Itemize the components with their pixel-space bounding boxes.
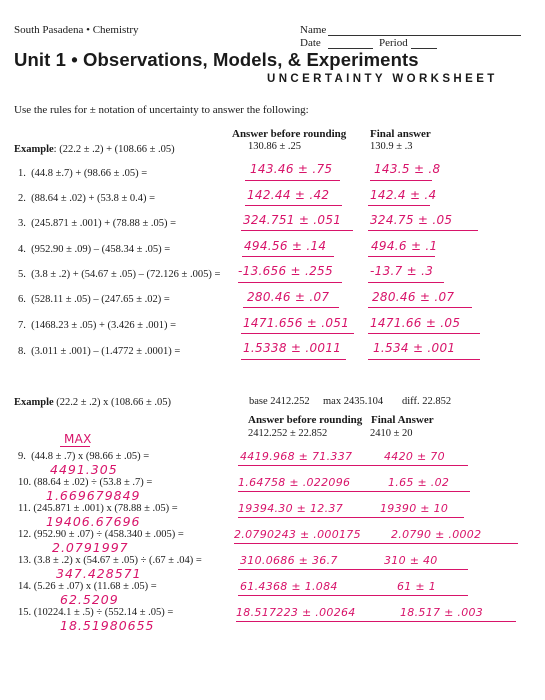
answer-before-12[interactable]: 2.0790243 ± .000175 [234,528,361,541]
problem-14: 14. (5.26 ± .07) x (11.68 ± .05) = [18,581,157,592]
answer-before-8[interactable]: 1.5338 ± .0011 [243,341,342,355]
example1-label: Example [14,144,54,155]
example1 [14,144,175,155]
answer-line [368,333,480,334]
answer-final-4[interactable]: 494.6 ± .1 [371,239,438,253]
max-note: MAX [64,432,92,446]
problem-11: 11. (245.871 ± .001) x (78.88 ± .05) = [18,503,178,514]
answer-before-11[interactable]: 19394.30 ± 12.37 [238,502,343,515]
max-underline [60,446,90,447]
problem-15: 15. (10224.1 ± .5) ÷ (552.14 ± .05) = [18,607,174,618]
work-15: 18.51980655 [60,618,155,633]
answer-line [234,543,518,544]
answer-before-14[interactable]: 61.4368 ± 1.084 [240,580,338,593]
answer-line [236,621,516,622]
answer-line [368,205,430,206]
answer-line [242,256,334,257]
answer-final-12[interactable]: 2.0790 ± .0002 [391,528,482,541]
answer-line [241,333,354,334]
answer-line [238,595,468,596]
example1-before: 130.86 ± .25 [248,141,302,152]
answer-line [245,180,340,181]
answer-final-5[interactable]: -13.7 ± .3 [370,264,434,278]
problem-10: 10. (88.64 ± .02) ÷ (53.8 ± .7) = [18,477,153,488]
answer-final-9[interactable]: 4420 ± 70 [384,450,445,463]
answer-final-8[interactable]: 1.534 ± .001 [373,341,456,355]
answer-line [238,569,468,570]
answer-final-13[interactable]: 310 ± 40 [384,554,438,567]
course-label: South Pasadena • Chemistry [14,24,139,36]
answer-line [243,307,339,308]
answer-before-4[interactable]: 494.56 ± .14 [244,239,327,253]
answer-before-15[interactable]: 18.517223 ± .00264 [236,606,356,619]
answer-final-3[interactable]: 324.75 ± .05 [370,213,453,227]
answer-before-2[interactable]: 142.44 ± .42 [247,188,330,202]
answer-line [368,230,478,231]
answer-line [370,180,432,181]
answer-final-6[interactable]: 280.46 ± .07 [372,290,455,304]
answer-before-9[interactable]: 4419.968 ± 71.337 [240,450,353,463]
problem-2: 2. (88.64 ± .02) + (53.8 ± 0.4) = [18,193,156,204]
answer-line [238,517,464,518]
date-label: Date [300,37,321,49]
example2-diff: diff. 22.852 [402,396,452,407]
page-subtitle: UNCERTAINTY WORKSHEET [267,73,498,85]
answer-line [368,282,444,283]
answer-line [245,205,342,206]
problem-9: 9. (44.8 ± .7) x (98.66 ± .05) = [18,451,150,462]
example2-expr: (22.2 ± .2) x (108.66 ± .05) [56,397,172,408]
problem-8: 8. (3.011 ± .001) – (1.4772 ± .0001) = [18,346,181,357]
problem-5: 5. (3.8 ± .2) + (54.67 ± .05) – (72.126 ± .005) = [18,269,221,280]
answer-before-6[interactable]: 280.46 ± .07 [247,290,330,304]
answer-final-15[interactable]: 18.517 ± .003 [400,606,484,619]
example2-base: base 2412.252 [249,396,310,407]
answer-final-1[interactable]: 143.5 ± .8 [374,162,441,176]
work-12: 2.0791997 [52,540,129,555]
col-before-header-2: Answer before rounding [248,414,363,426]
example2-max: max 2435.104 [323,396,384,407]
example1-expr: : (22.2 ± .2) + (108.66 ± .05) [53,144,175,155]
example2 [14,397,171,408]
problem-12: 12. (952.90 ± .07) ÷ (458.340 ± .005) = [18,529,184,540]
problem-7: 7. (1468.23 ± .05) + (3.426 ± .001) = [18,320,177,331]
answer-line [238,491,470,492]
example2-before: 2412.252 ± 22.852 [248,428,328,439]
answer-final-2[interactable]: 142.4 ± .4 [370,188,437,202]
answer-before-10[interactable]: 1.64758 ± .022096 [238,476,351,489]
work-10: 1.669679849 [46,488,141,503]
col-before-header: Answer before rounding [232,128,347,140]
col-final-header: Final answer [370,128,431,140]
problem-1: 1. (44.8 ±.7) + (98.66 ± .05) = [18,168,148,179]
answer-before-3[interactable]: 324.751 ± .051 [243,213,342,227]
answer-line [368,256,435,257]
answer-line [238,465,468,466]
answer-line [238,282,342,283]
answer-before-1[interactable]: 143.46 ± .75 [250,162,333,176]
answer-final-7[interactable]: 1471.66 ± .05 [370,316,461,330]
answer-line [368,307,472,308]
problem-3: 3. (245.871 ± .001) + (78.88 ± .05) = [18,218,177,229]
example1-final: 130.9 ± .3 [370,141,413,152]
answer-before-7[interactable]: 1471.656 ± .051 [243,316,350,330]
name-line[interactable] [328,35,521,36]
example2-final: 2410 ± 20 [370,428,413,439]
period-label: Period [379,37,408,49]
answer-final-14[interactable]: 61 ± 1 [397,580,437,593]
work-9: 4491.305 [50,462,118,477]
answer-line [241,230,353,231]
answer-final-11[interactable]: 19390 ± 10 [380,502,449,515]
answer-line [241,359,346,360]
work-14: 62.5209 [60,592,119,607]
problem-4: 4. (952.90 ± .09) – (458.34 ± .05) = [18,244,171,255]
col-final-header-2: Final Answer [371,414,434,426]
instructions: Use the rules for ± notation of uncertainty to answer the following: [14,104,309,116]
work-13: 347.428571 [56,566,142,581]
name-label: Name [300,24,327,36]
problem-6: 6. (528.11 ± .05) – (247.65 ± .02) = [18,294,170,305]
answer-final-10[interactable]: 1.65 ± .02 [388,476,450,489]
answer-before-13[interactable]: 310.0686 ± 36.7 [240,554,338,567]
answer-line [368,359,480,360]
page-title: Unit 1 • Observations, Models, & Experiments [14,49,419,70]
answer-before-5[interactable]: -13.656 ± .255 [238,264,333,278]
example2-label: Example [14,397,54,408]
work-11: 19406.67696 [46,514,141,529]
problem-13: 13. (3.8 ± .2) x (54.67 ± .05) ÷ (.67 ± .04) = [18,555,202,566]
